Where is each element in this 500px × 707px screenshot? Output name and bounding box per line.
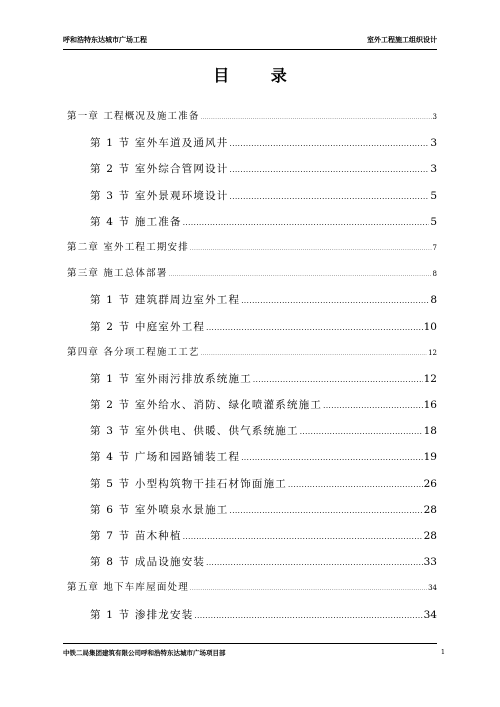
toc-section-entry[interactable] <box>67 287 437 313</box>
toc-chapter-entry[interactable] <box>67 261 437 287</box>
toc-section-entry[interactable] <box>67 392 437 418</box>
footer-rule <box>63 643 437 644</box>
toc-section-entry[interactable] <box>67 444 437 470</box>
toc-entry-page-number: 34 <box>423 608 437 621</box>
toc-leader-dots <box>253 367 423 393</box>
toc-entry-page-number: 12 <box>428 348 437 357</box>
toc-leader-dots <box>201 341 427 367</box>
toc-entry-label: 第 1 节 渗排龙安装 <box>90 608 194 621</box>
toc-entry-page-number: 16 <box>423 399 437 412</box>
toc-entry-page-number: 28 <box>423 530 437 542</box>
toc-entry-label: 第五章 地下车库屋面处理 <box>67 582 189 594</box>
toc-entry-label: 第 3 节 室外供电、供暖、供气系统施工 <box>90 425 299 438</box>
toc-entry-page-number: 33 <box>423 556 437 569</box>
toc-entry-page-number: 5 <box>430 189 437 202</box>
toc-section-entry[interactable] <box>67 183 437 209</box>
toc-entry-label: 第 6 节 室外喷泉水景施工 <box>90 503 229 516</box>
toc-entry-label: 第 4 节 施工准备 <box>90 215 182 228</box>
toc-chapter-entry[interactable] <box>67 104 437 130</box>
toc-leader-dots <box>201 105 432 131</box>
toc-section-entry[interactable] <box>67 156 437 182</box>
toc-leader-dots <box>206 315 423 341</box>
toc-leader-dots <box>288 472 423 498</box>
toc-entry-page-number: 7 <box>432 243 437 252</box>
toc-section-entry[interactable] <box>67 549 437 575</box>
toc-entry-label: 第 1 节 建筑群周边室外工程 <box>90 294 241 307</box>
toc-entry-label: 第 1 节 室外车道及通风井 <box>90 137 229 150</box>
toc-entry-page-number: 28 <box>423 503 437 516</box>
toc-entry-page-number: 3 <box>432 113 437 121</box>
toc-entry-label: 第 5 节 小型构筑物干挂石材饰面施工 <box>90 477 287 490</box>
toc-entry-page-number: 3 <box>430 163 437 176</box>
toc-section-entry[interactable] <box>67 314 437 340</box>
footer-page-number: 1 <box>440 648 445 656</box>
footer-company-text: 中铁二局集团建筑有限公司呼和浩特东达城市广场项目部 <box>63 649 226 657</box>
toc-section-entry[interactable] <box>67 130 437 156</box>
toc-section-entry[interactable] <box>67 497 437 523</box>
toc-section-entry[interactable] <box>67 418 437 444</box>
toc-entry-label: 第 8 节 成品设施安装 <box>90 556 206 569</box>
toc-entry-label: 第 2 节 中庭室外工程 <box>90 320 206 333</box>
toc-entry-label: 第 1 节 室外雨污排放系统施工 <box>90 372 252 385</box>
toc-leader-dots <box>169 262 432 288</box>
page-title: 目 录 <box>213 66 305 85</box>
toc-entry-page-number: 19 <box>423 451 437 464</box>
toc-entry-label: 第 4 节 广场和园路铺装工程 <box>90 451 241 464</box>
toc-leader-dots <box>230 498 423 524</box>
header-right-text: 室外工程施工组织设计 <box>367 36 437 44</box>
toc-entry-label: 第 7 节 苗木种植 <box>90 530 182 542</box>
toc-leader-dots <box>241 445 422 471</box>
table-of-contents <box>67 104 437 628</box>
page-footer <box>63 648 445 657</box>
toc-leader-dots <box>183 210 430 236</box>
toc-entry-label: 第 2 节 室外给水、消防、绿化喷灌系统施工 <box>90 399 323 412</box>
toc-leader-dots <box>241 288 429 314</box>
page-header <box>63 35 437 50</box>
toc-leader-dots <box>194 603 422 629</box>
toc-entry-page-number: 8 <box>430 294 437 307</box>
toc-entry-label: 第 3 节 室外景观环境设计 <box>90 189 229 202</box>
toc-leader-dots <box>300 419 423 445</box>
toc-section-entry[interactable] <box>67 366 437 392</box>
toc-leader-dots <box>190 576 427 602</box>
toc-entry-page-number: 10 <box>423 320 437 333</box>
toc-entry-page-number: 8 <box>432 270 437 279</box>
toc-entry-page-number: 34 <box>428 584 437 593</box>
toc-entry-page-number: 12 <box>423 372 437 385</box>
toc-leader-dots <box>206 550 423 576</box>
toc-section-entry[interactable] <box>67 209 437 235</box>
toc-entry-label: 第一章 工程概况及施工准备 <box>67 111 200 122</box>
toc-entry-label: 第 2 节 室外综合管网设计 <box>90 163 229 176</box>
toc-section-entry[interactable] <box>67 523 437 549</box>
toc-chapter-entry[interactable] <box>67 340 437 366</box>
toc-entry-page-number: 18 <box>423 425 437 438</box>
toc-entry-label: 第四章 各分项工程施工工艺 <box>67 346 200 358</box>
toc-leader-dots <box>230 157 430 183</box>
toc-leader-dots <box>183 524 423 550</box>
toc-section-entry[interactable] <box>67 471 437 497</box>
toc-entry-label: 第三章 施工总体部署 <box>67 268 168 280</box>
toc-section-entry[interactable] <box>67 602 437 628</box>
toc-leader-dots <box>230 131 430 157</box>
toc-leader-dots <box>230 184 430 210</box>
toc-entry-page-number: 5 <box>430 215 437 228</box>
toc-entry-page-number: 26 <box>423 477 437 490</box>
toc-chapter-entry[interactable] <box>67 235 437 261</box>
toc-leader-dots <box>190 236 432 262</box>
toc-leader-dots <box>323 393 423 419</box>
toc-entry-page-number: 3 <box>430 137 437 150</box>
header-left-text: 呼和浩特东达城市广场工程 <box>63 36 147 44</box>
toc-chapter-entry[interactable] <box>67 575 437 601</box>
toc-entry-label: 第二章 室外工程工期安排 <box>67 241 189 253</box>
